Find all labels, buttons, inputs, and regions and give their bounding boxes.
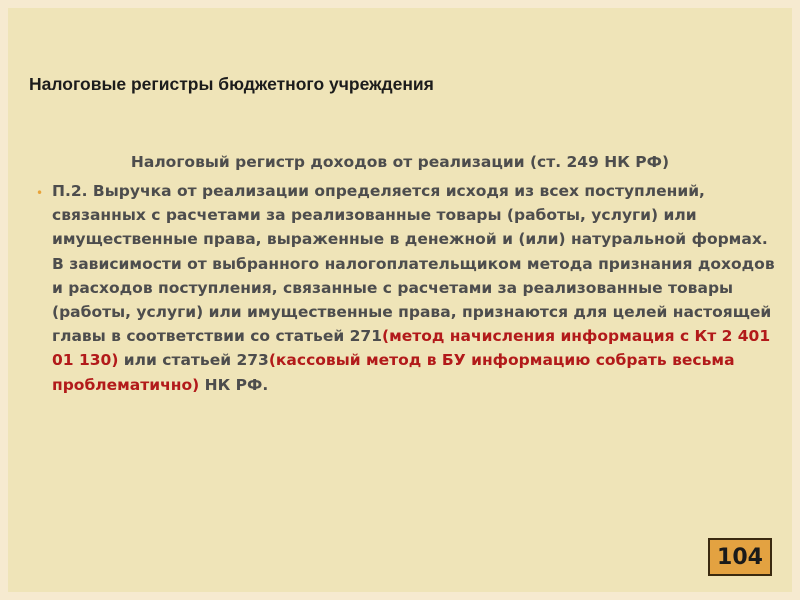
section-subtitle: Налоговый регистр доходов от реализации (ст. 249 НК РФ) [130, 153, 670, 171]
bullet-text-part-2: или статьей 273 [118, 351, 269, 370]
bullet-item [36, 179, 780, 397]
bullet-text-part-1: П.2. Выручка от реализации определяется исходя из всех поступлений, связанных с расчетами за реализованные товары (работы, услуги) или имущественные права, выраженные в денежной и (или) натуральной формах. В зависимости от выбранного налогоплательщиком метода признания доходов и расходов поступления, связанные с расчетами за реализованные товары (работы, услуги) или имущественные права, признаются для целей настоящей главы в соответствии со статьей 271 [52, 182, 775, 346]
slide-content [16, 16, 784, 584]
bullet-dot-icon: • [36, 186, 44, 200]
slide-title: Налоговые регистры бюджетного учреждения [29, 74, 434, 94]
bullet-paragraph [52, 179, 780, 397]
bullet-highlight-cash: (кассовый метод в БУ информацию собрать весьма проблематично) [52, 351, 735, 394]
page-number-badge: 104 [708, 538, 772, 576]
bullet-text-part-3: НК РФ. [199, 375, 269, 394]
bullet-highlight-accrual: (метод начисления информация с Кт 2 401 01 130) [52, 327, 771, 370]
